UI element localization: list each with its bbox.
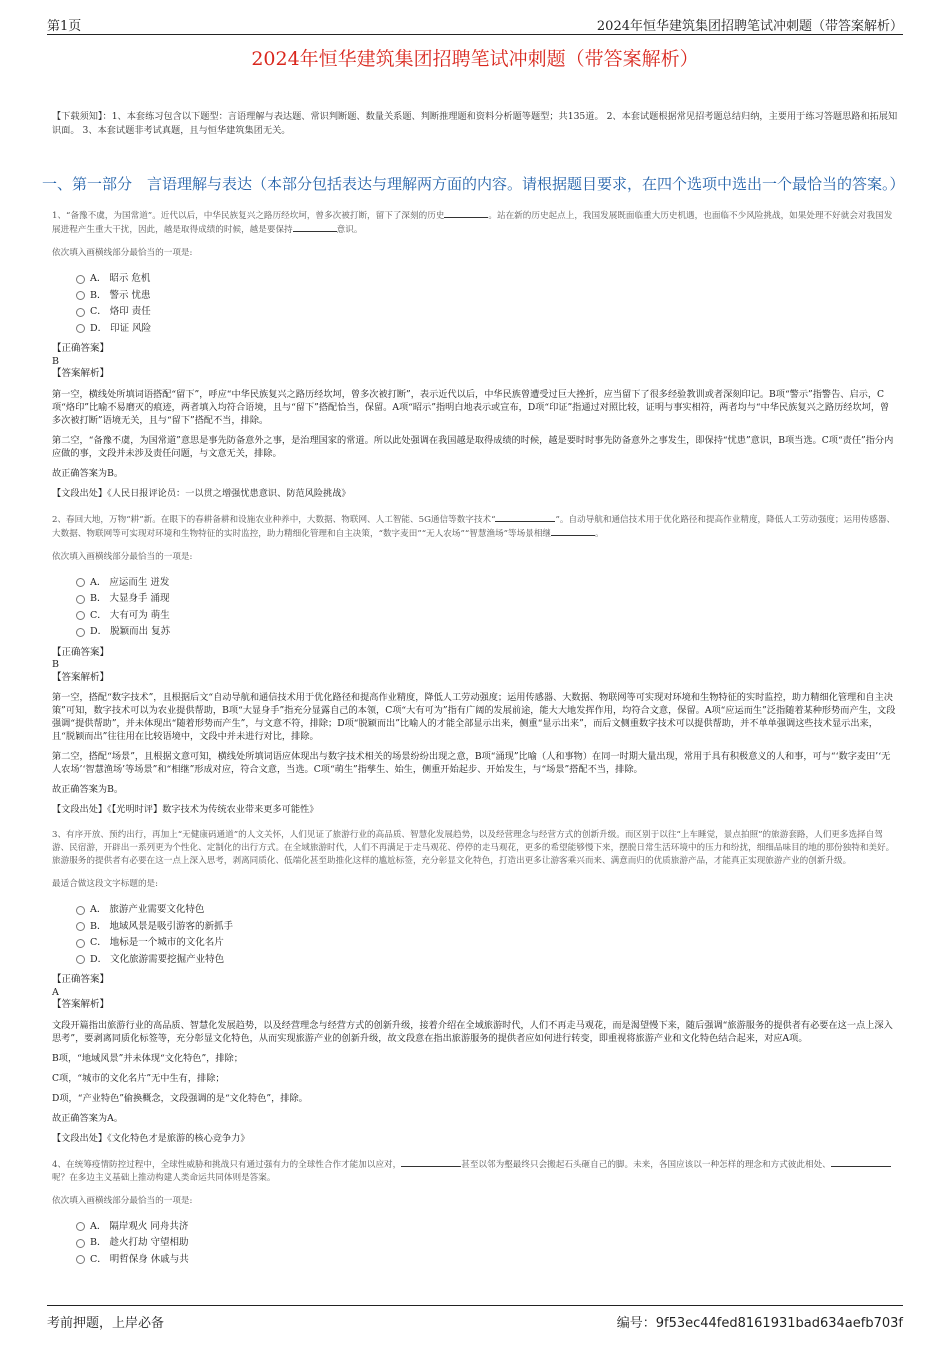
option-item[interactable] [76,1235,898,1252]
radio-button-icon[interactable] [76,1255,85,1264]
option-item[interactable] [76,304,898,321]
radio-button-icon[interactable] [76,1222,85,1231]
header-doc-title: 2024年恒华建筑集团招聘笔试冲刺题（带答案解析） [596,19,903,34]
question-block [52,209,898,513]
question-prompt: 依次填入画横线部分最恰当的一项是: [52,248,193,258]
option-label: C． 烙印 责任 [90,306,151,317]
radio-button-icon[interactable] [76,955,85,964]
option-label: C． 地标是一个城市的文化名片 [90,937,224,948]
option-item[interactable] [76,271,898,288]
page-header [47,12,903,35]
option-label: B． 警示 忧患 [90,289,151,301]
fill-blank [551,527,595,536]
analysis-paragraph: 故正确答案为B。 [52,467,124,479]
page-footer [47,1305,903,1330]
radio-button-icon[interactable] [76,939,85,948]
fill-blank [293,223,337,232]
option-item[interactable] [76,321,898,338]
analysis-paragraph: 第二空，“备豫不虞，为国常道”意思是事先防备意外之事，是治理国家的常道。所以此处强调在我国越是取得成绩的时候，越是要时时事先防备意外之事发生，即保持“忧患”意识，B项当选。C项“责任”指分内应做的事，文段并未涉及责任问题，与文意无关，排除。 [52,434,894,459]
radio-button-icon[interactable] [76,324,85,333]
analysis-paragraph: 第一空，横线处所填词语搭配“留下”，呼应“中华民族复兴之路历经坎坷，曾多次被打断”，表示近代以后，中华民族曾遭受过巨大挫折，应当留下了很多经验教训或者深刻印记。B项“警示”指警告、启示，C项“烙印”比喻不易磨灭的痕迹，两者填入均符合语境，且与“留下”搭配恰当，保留。A项“昭示”指明白地表示或宣布，D项“印证”指通过对照比较，证明与事实相符，两者均与“中华民族复兴之路历经坎坷，曾多次被打断”语境无关，且与“留下”搭配不当，排除。 [52,388,890,426]
option-label: C． 明哲保身 休戚与共 [90,1253,189,1265]
option-label: D． 印证 风险 [90,322,152,334]
answer-label: 【正确答案】 [52,974,110,985]
footer-slogan: 考前押题，上岸必备 [47,1316,165,1331]
download-notice: 【下载须知】：1、本套练习包含以下题型：言语理解与表达题、常识判断题、数量关系题、判断推理题和资料分析题等题型；共135道。 2、本套试题根据常见招考题总结归纳，主要用于练习答题思路和拓展知识面。 3、本套试题非考试真题，且与恒华建筑集团无关。 [52,111,898,136]
fill-blank [444,209,488,218]
analysis-paragraph: 【文段出处】《文化特色才是旅游的核心竞争力》 [52,1132,250,1144]
radio-button-icon[interactable] [76,906,85,915]
stem-text: 意识。 [336,225,363,235]
radio-button-icon[interactable] [76,291,85,300]
option-label: A． 应运而生 迸发 [90,576,170,588]
option-label: A． 隔岸观火 同舟共济 [90,1220,189,1232]
option-label: C． 大有可为 萌生 [90,609,170,621]
stem-text: 4、在统筹疫情防控过程中，全球性威胁和挑战只有通过强有力的全球性合作才能加以应对， [52,1159,402,1170]
analysis-paragraph: 【文段出处】《【光明时评】数字技术为传统农业带来更多可能性》 [52,804,319,815]
option-label: B． 大显身手 涌现 [90,593,170,604]
stem-text: 2、春回大地，万物“耕”新。在眼下的春耕备耕和设施农业种养中，大数据、物联网、人工智能、5G通信等数字技术“ [52,514,496,525]
option-item[interactable] [76,608,898,625]
radio-button-icon[interactable] [76,922,85,931]
document-title: 2024年恒华建筑集团招聘笔试冲刺题（带答案解析） [251,48,699,70]
stem-text: 。站在新的历史起点上，我国发展既面临重大历史机遇，也面临不少风险挑战，如果处理不好就会对我国发展进程产生重大干扰，因此，越是取得成绩的时候，越是要保持 [52,211,893,235]
fill-blank [401,1158,461,1167]
radio-button-icon[interactable] [76,611,85,620]
stem-text: 。 [595,528,604,539]
stem-text: 1、“备豫不虞，为国常道”。近代以后，中华民族复兴之路历经坎坷，曾多次被打断，留下了深刻的历史 [52,211,445,221]
option-label: B． 地域风景是吸引游客的新抓手 [90,920,234,932]
question-stem [52,513,898,541]
footer-serial: 编号：9f53ec44fed8161931bad634aefb703f [616,1316,903,1331]
analysis-label: 【答案解析】 [52,671,110,683]
answer-label: 【正确答案】 [52,343,110,354]
analysis-paragraph: C项，“城市的文化名片”无中生有，排除； [52,1072,225,1084]
question-stem [52,829,898,868]
radio-button-icon[interactable] [76,595,85,604]
option-item[interactable] [76,1219,898,1236]
question-block [52,829,898,1158]
option-item[interactable] [76,591,898,608]
question-stem [52,209,898,237]
analysis-label: 【答案解析】 [52,368,110,379]
radio-button-icon[interactable] [76,578,85,587]
answer-value: A [52,986,59,998]
option-item[interactable] [76,935,898,952]
question-list [52,209,898,1280]
section-heading: 一、第一部分 言语理解与表达（本部分包括表达与理解两方面的内容。请根据题目要求，在四个选项中选出一个最恰当的答案。） [42,175,905,193]
fill-blank [831,1158,891,1167]
option-item[interactable] [76,902,898,919]
analysis-paragraph: 故正确答案为A。 [52,1112,123,1124]
option-item[interactable] [76,624,898,641]
stem-text: 甚至以邻为壑最终只会搬起石头砸自己的脚。未来，各国应该以一种怎样的理念和方式彼此相处、 [461,1159,831,1170]
question-stem [52,1158,898,1185]
option-label: A． 旅游产业需要文化特色 [90,904,205,915]
option-list [76,902,898,968]
option-list [76,1219,898,1269]
option-list [76,271,898,337]
radio-button-icon[interactable] [76,275,85,284]
option-item[interactable] [76,919,898,936]
option-label: A． 昭示 危机 [90,273,151,284]
document-body [42,110,905,1280]
fill-blank [495,513,555,522]
option-label: D． 文化旅游需要挖掘产业特色 [90,953,225,965]
analysis-paragraph: 文段开篇指出旅游行业的高品质、智慧化发展趋势，以及经营理念与经营方式的创新升级，接着介绍在全域旅游时代，人们不再走马观花，而是渴望慢下来，随后强调“旅游服务的提供者有必要在这一点上深入思考”，要剥离同质化标签等，充分彰显文化特色，从而实现旅游产业的创新升级，故文段意在指出旅游服务的提供者应如何进行转变，即重视将旅游产业和文化特色结合起来，对应A项。 [52,1019,893,1044]
question-prompt: 最适合做这段文字标题的是: [52,879,159,889]
analysis-paragraph: 第二空，搭配“场景”，且根据文意可知，横线处所填词语应体现出与数字技术相关的场景纷纷出现之意，B项“涌现”比喻（人和事物）在同一时期大量出现，常用于具有积极意义的人和事，可与“‘数字麦田’‘无人农场’‘智慧渔场’等场景”和“相继”形成对应，符合文意，当选。C项“萌生”指孳生、始生，侧重开始起步、开始发生，与“场景”搭配不当，排除。 [52,751,891,775]
analysis-paragraph: D项，“产业特色”偷换概念，文段强调的是“文化特色”，排除。 [52,1092,308,1104]
page-number: 第1页 [47,19,82,34]
radio-button-icon[interactable] [76,628,85,637]
analysis-paragraph: B项，“地域风景”并未体现“文化特色”，排除； [52,1052,243,1064]
analysis-label: 【答案解析】 [52,999,110,1010]
option-label: D． 脱颖而出 复苏 [90,626,171,637]
answer-value: B [52,355,59,367]
option-item[interactable] [76,1252,898,1269]
option-item[interactable] [76,575,898,592]
question-prompt: 依次填入画横线部分最恰当的一项是: [52,551,193,562]
answer-value: B [52,659,59,670]
analysis-paragraph: 故正确答案为B。 [52,784,124,795]
radio-button-icon[interactable] [76,308,85,317]
question-prompt: 依次填入画横线部分最恰当的一项是: [52,1195,193,1206]
option-item[interactable] [76,288,898,305]
radio-button-icon[interactable] [76,1239,85,1248]
option-label: B． 趁火打劫 守望相助 [90,1237,189,1248]
stem-text: ”。自动导航和通信技术用于优化路径和提高作业精度，降低人工劳动强度；运用传感器、大数据、物联网等可实现对环境和生物特征的实时监控，助力精细化管理和自主决策，“数字麦田”“无人农场”“智慧渔场”等场景相继 [52,514,896,539]
analysis-paragraph: 【文段出处】《人民日报评论员：一以贯之增强忧患意识、防范风险挑战》 [52,487,351,499]
stem-text: 3、有序开放、预约出行，再加上“无健康码通道”的人文关怀，人们见证了旅游行业的高品质、智慧化发展趋势，以及经营理念与经营方式的创新升级。而区别于以往“上车睡觉，景点拍照”的旅游套路，人们更多选择自驾游、民宿游，开辟出一系列更为个性化、定制化的出行方式。在全域旅游时代，人们不再满足于走马观花、停停的走马观花，更多的希望能够慢下来，摆脱日常生活环境中的压力和纷扰，细细品味目的地的那份独特和美好。旅游服务的提供者有必要在这一点上深入思考，剥离同质化、低端化甚至助推化这样的尴尬标签，充分彰显文化特色，打造出更多让游客乘兴而来、满意而归的优质旅游产品，才能真正实现旅游产业的创新升级。 [52,830,895,866]
option-list [76,575,898,641]
question-block [52,1158,898,1281]
option-item[interactable] [76,952,898,969]
question-block [52,513,898,830]
analysis-paragraph: 第一空，搭配“数字技术”，且根据后文“自动导航和通信技术用于优化路径和提高作业精度，降低人工劳动强度；运用传感器、大数据、物联网等可实现对环境和生物特征的实时监控，助力精细化管理和自主决策”可知，数字技术可以为农业提供帮助，B项“大显身手”指充分显露自己的本领，C项“大有可为”指有广阔的发展前途，能大大地发挥作用，均符合文意，保留。A项“应运而生”泛指随着某种形势而产生，文段强调“提供帮助”，并未体现出“随着形势而产生”，与文意不符，排除；D项“脱颖而出”比喻人的才能全部显示出来，侧重“显示出来”，而后文侧重数字技术可以提供帮助，并不单单强调这些技术显示出来，且“脱颖而出”往往用在比较语境中，文段中并未进行对比，排除。 [52,692,896,742]
answer-label: 【正确答案】 [52,646,110,658]
stem-text: 呢？在多边主义基础上推动构建人类命运共同体则是答案。 [52,1172,276,1183]
